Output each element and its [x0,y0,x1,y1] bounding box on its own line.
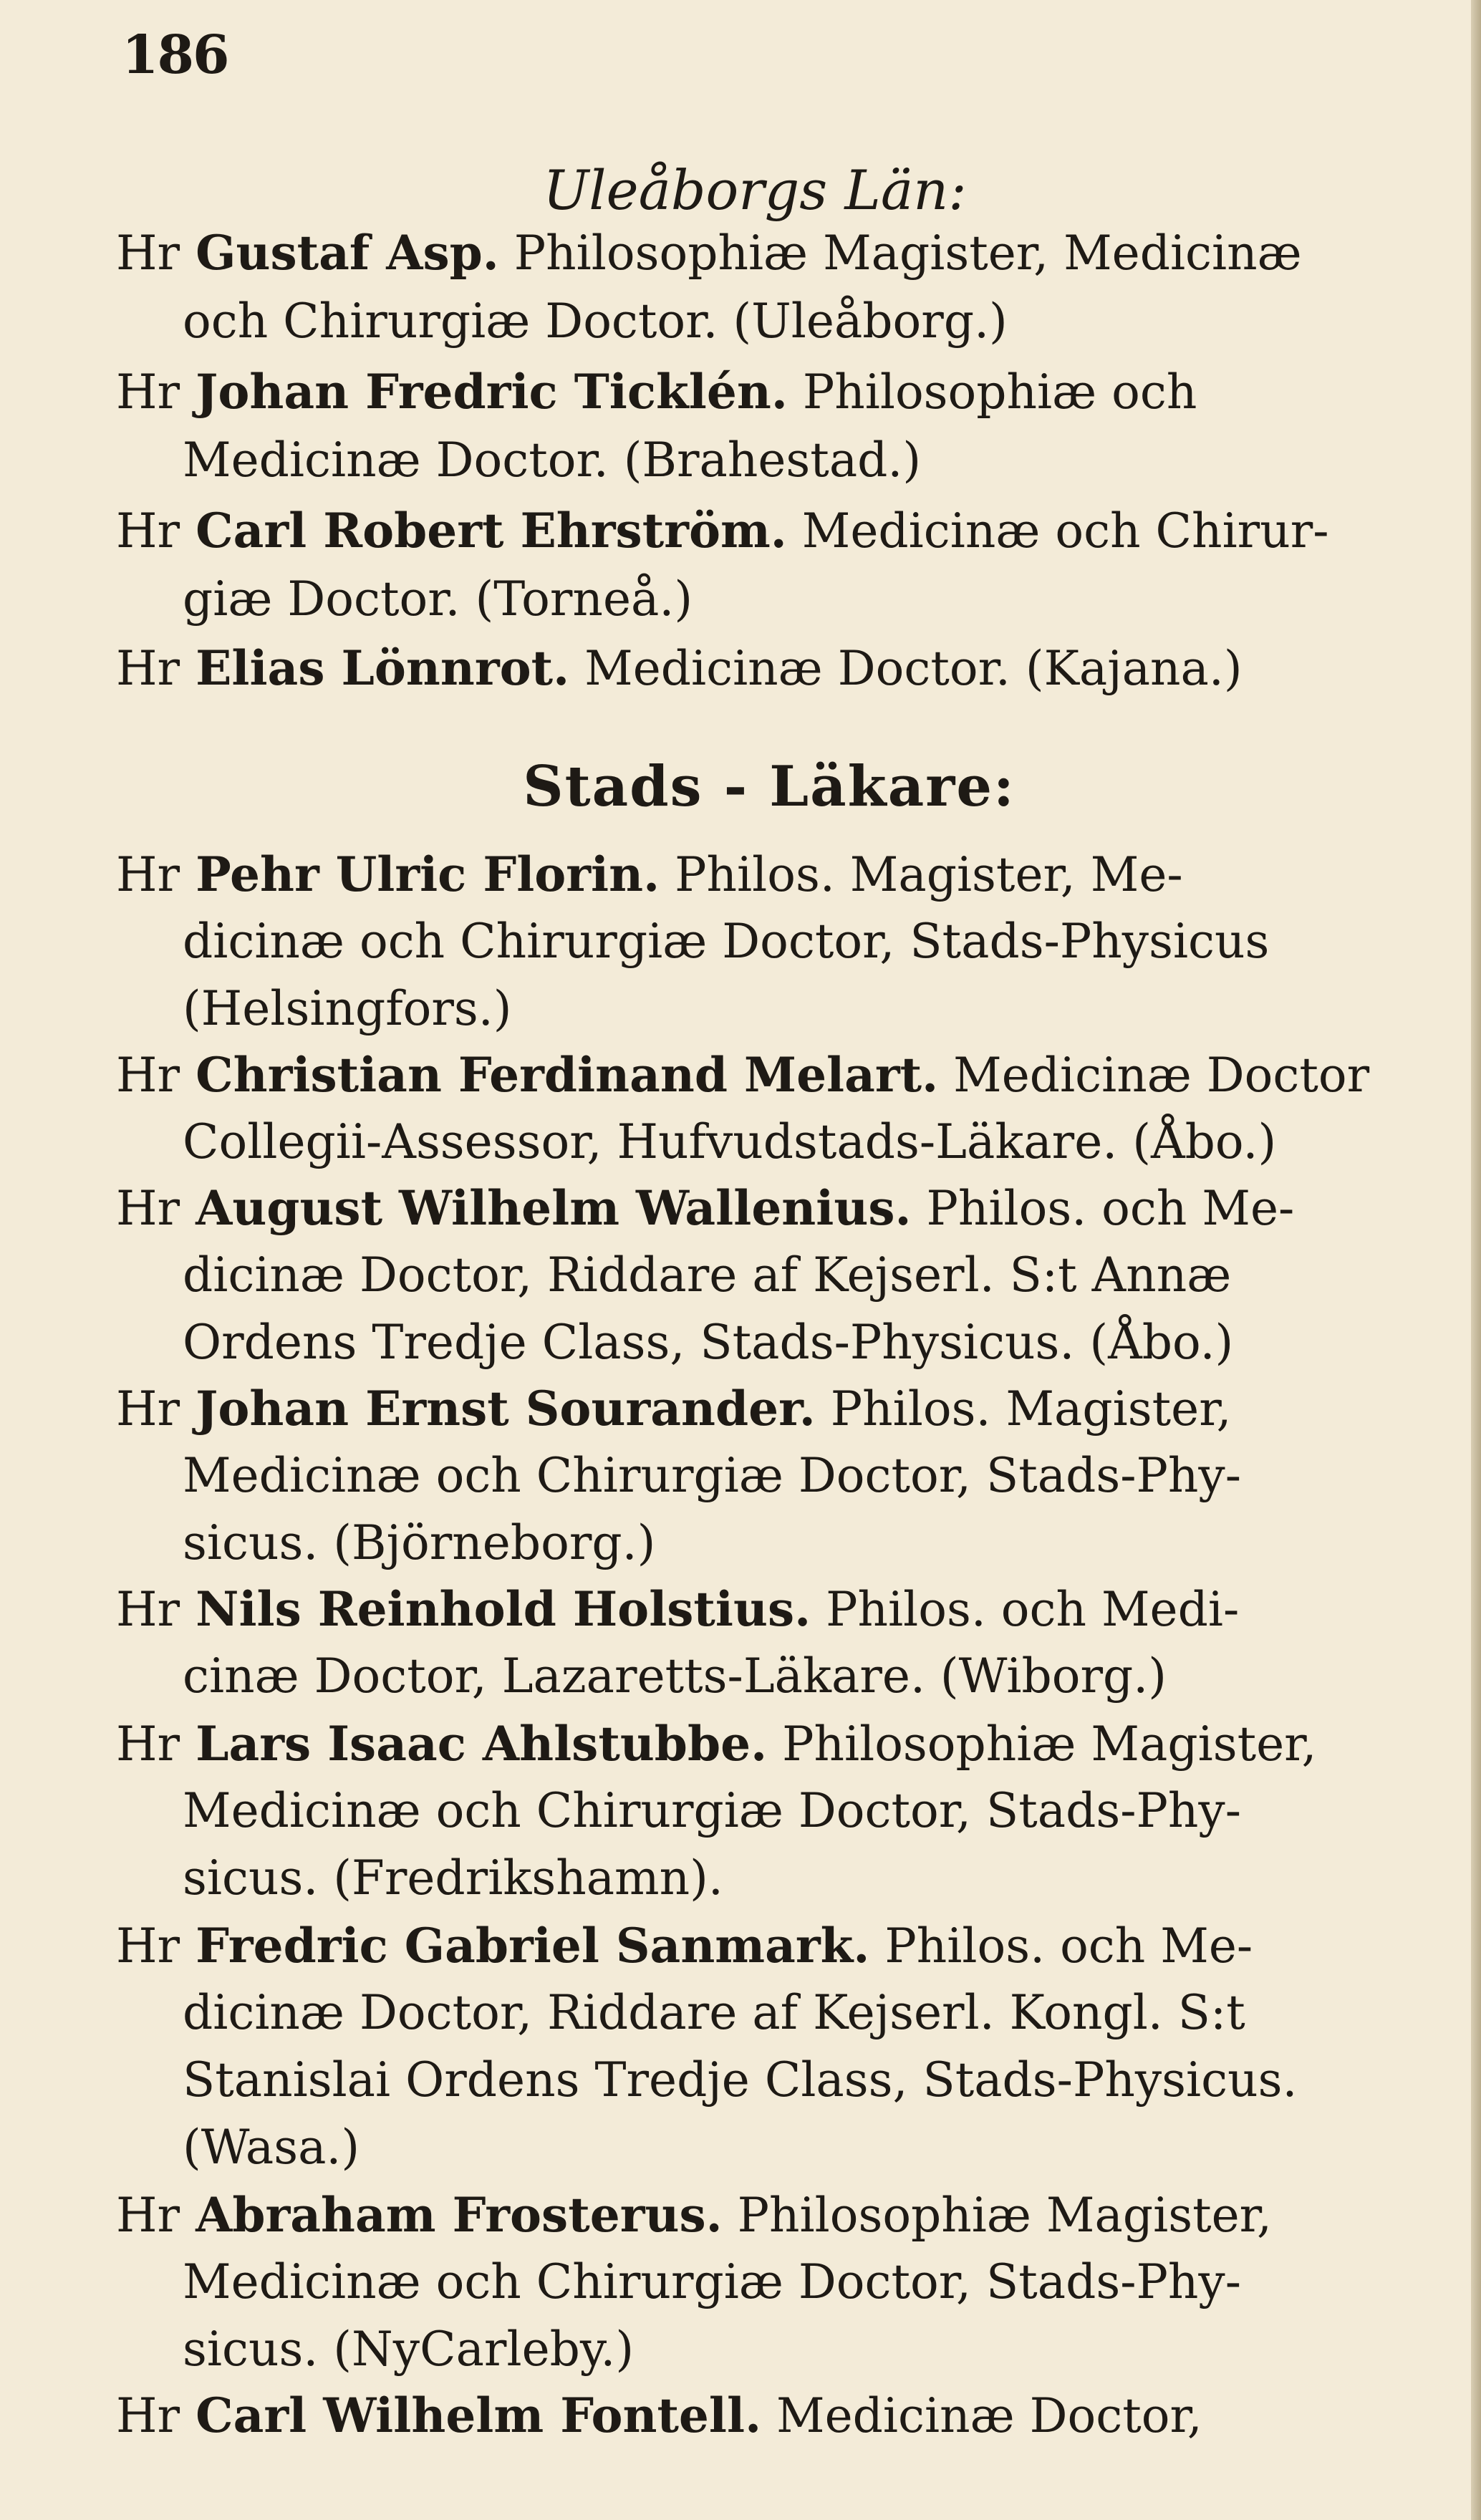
entry-text: och Chirurgiæ Doctor. (Uleåborg.) [183,294,1008,349]
book-page: 186 Uleåborgs Län: Hr Gustaf Asp. Philosophiæ Magister, Medicinæ och Chirurgiæ Doctor. (Uleåborg.) Hr Johan Fredric Ticklén. Philosophiæ och Medicinæ Doctor. (Brahestad.) Hr Carl Robert Ehrström. Medicinæ och Chirur- giæ Doctor. (Torneå.) Hr Elias Lönnrot. Medicinæ Doctor. (Kajana.) Stads - Läkare: Hr Pehr Ulric Florin. Philos. Magister, Me- dicinæ och Chirurgiæ Doctor, Stads-Physicus (Helsingfors.) Hr Christian Ferdinand Melart. Medicinæ Doctor Collegii-Assessor, Hufvudstads-Läkare. (Åbo.) Hr August Wilhelm Wallenius. Philos. och Me- dicinæ Doctor, Riddare af Kejserl. S:t Annæ Ordens Tredje Class, Stads-Physicus. (Åbo.) Hr Johan Ernst Sourander. Philos. Magister, Medicinæ och Chirurgiæ Doctor, Stads-Phy- sicus. (Björneborg.) Hr Nils Reinhold Holstius. Philos. och Medi- cinæ Doctor, Lazaretts-Läkare. (Wiborg.) Hr Lars Isaac Ahlstubbe. Philosophiæ Magister, Medicinæ och Chirurgiæ Doctor, Stads-Phy- sicus. (Fredrikshamn). Hr Fredric Gabriel Sanmark. Philos. och Me- dicinæ Doctor, Riddare af Kejserl. Kongl. S:t Stanislai Ordens Tredje Class, Stads-Physicus. (Wasa.) Hr Abraham Frosterus. Philosophiæ Magister, Medicinæ och Chirurgiæ Doctor, Stads-Phy- sicus. (NyCarleby.) Hr Carl Wilhelm Fontell. Medicinæ Doctor, [0,0,1481,2520]
entry-text: Medicinæ och Chirur- [801,503,1329,559]
entry-name: Fredric Gabriel Sanmark. [196,1918,870,1974]
entry-text: Collegii-Assessor, Hufvudstads-Läkare. (Åbo.) [183,1114,1277,1169]
entry-text: Philosophiæ och [802,365,1197,420]
entry-name: Pehr Ulric Florin. [196,846,660,902]
entry-name: Carl Robert Ehrström. [196,503,787,559]
entry-text: (Wasa.) [183,2120,360,2175]
entry-text: giæ Doctor. (Torneå.) [183,571,693,627]
entry-text: Philos. Magister, Me- [675,847,1183,902]
entry-text: dicinæ Doctor, Riddare af Kejserl. S:t Annæ [183,1247,1232,1303]
entry-text: Medicinæ och Chirurgiæ Doctor, Stads-Phy- [183,1783,1242,1838]
entry-text: Philos. och Me- [926,1181,1295,1236]
entry-text: (Helsingfors.) [183,981,512,1036]
entry-name: Elias Lönnrot. [196,640,570,696]
entry-text: Medicinæ och Chirurgiæ Doctor, Stads-Phy- [183,1448,1242,1503]
section-heading-stads-lakare: Stads - Läkare: [523,754,1016,819]
entry-text: Medicinæ och Chirurgiæ Doctor, Stads-Phy- [183,2254,1242,2309]
entry-name: Nils Reinhold Holstius. [196,1581,811,1637]
page-edge [1471,0,1481,2520]
entry-name: Gustaf Asp. [196,225,499,281]
entry-text: Philos. och Medi- [826,1582,1240,1637]
entry-text: Philosophiæ Magister, Medicinæ [513,226,1302,281]
entry-text: Medicinæ Doctor [953,1048,1370,1103]
entry-text: Philosophiæ Magister, [737,2188,1272,2243]
entry-text: dicinæ och Chirurgiæ Doctor, Stads-Physicus [183,914,1270,969]
entry-text: sicus. (Fredrikshamn). [183,1850,723,1906]
page-number: 186 [122,24,228,86]
entry-name: August Wilhelm Wallenius. [196,1180,912,1236]
entry-text: Philosophiæ Magister, [782,1717,1317,1772]
entry-name: Carl Wilhelm Fontell. [196,2388,762,2443]
entry-name: Abraham Frosterus. [196,2187,723,2243]
entry-name: Johan Ernst Sourander. [196,1381,816,1437]
entry-text: Medicinæ Doctor, [776,2388,1202,2443]
entry-text: Philos. Magister, [830,1381,1232,1437]
entry-text: Philos. och Me- [884,1918,1253,1974]
entry-name: Johan Fredric Ticklén. [196,364,788,420]
entry-text: Medicinæ Doctor. (Kajana.) [584,641,1243,696]
entry-text: sicus. (NyCarleby.) [183,2322,635,2377]
entry-text: cinæ Doctor, Lazaretts-Läkare. (Wiborg.) [183,1648,1167,1704]
section-heading-uleaborgs-lan: Uleåborgs Län: [543,158,967,222]
entry-text: Medicinæ Doctor. (Brahestad.) [183,433,922,488]
entry-text: dicinæ Doctor, Riddare af Kejserl. Kongl. S:t [183,1985,1245,2040]
entry-name: Lars Isaac Ahlstubbe. [196,1716,768,1772]
entry-name: Christian Ferdinand Melart. [196,1047,939,1103]
entry-text: sicus. (Björneborg.) [183,1515,656,1570]
entry-text: Stanislai Ordens Tredje Class, Stads-Physicus. [183,2052,1298,2108]
entry-text: Ordens Tredje Class, Stads-Physicus. (Åbo.) [183,1315,1234,1370]
